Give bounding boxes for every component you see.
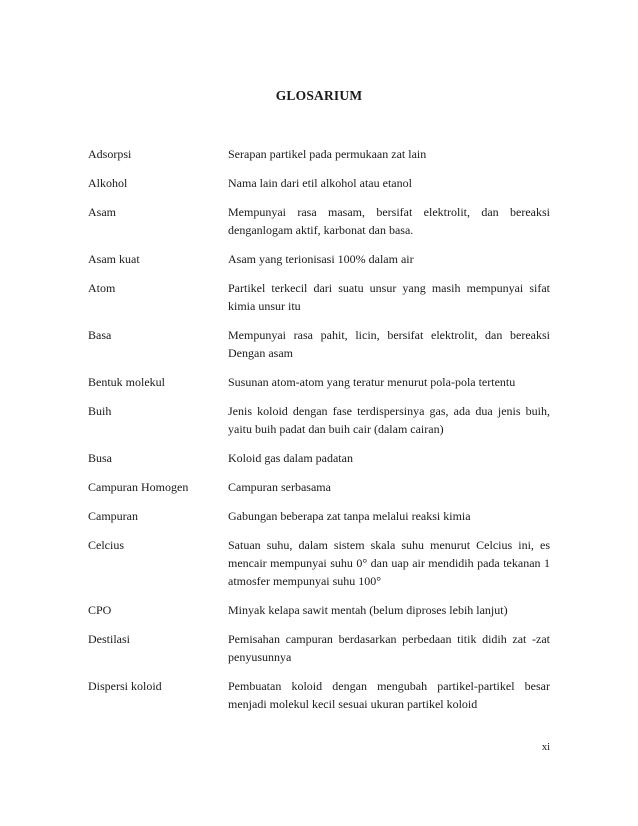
glossary-definition: Campuran serbasama: [228, 480, 331, 494]
glossary-entry: [88, 174, 550, 192]
glossary-definition: Minyak kelapa sawit mentah (belum diproses lebih lanjut): [228, 603, 508, 617]
glossary-entry: [88, 373, 550, 391]
glossary-entry: [88, 250, 550, 268]
glossary-term: Dispersi koloid: [88, 679, 162, 693]
glossary-entry: [88, 601, 550, 619]
glossary-list: [88, 145, 550, 724]
glossary-term: Celcius: [88, 538, 124, 552]
glossary-definition: Pemisahan campuran berdasarkan perbedaan titik didih zat -zat penyusunnya: [228, 632, 550, 664]
glossary-definition: Pembuatan koloid dengan mengubah partikel-partikel besar menjadi molekul kecil sesuai ukuran partikel koloid: [228, 679, 550, 711]
glossary-term: Asam: [88, 205, 116, 219]
glossary-term: Campuran: [88, 509, 138, 523]
glossary-definition: Mempunyai rasa pahit, licin, bersifat elektrolit, dan bereaksi Dengan asam: [228, 328, 550, 360]
glossary-definition: Asam yang terionisasi 100% dalam air: [228, 252, 414, 266]
glossary-definition: Gabungan beberapa zat tanpa melalui reaksi kimia: [228, 509, 471, 523]
glossary-term: Busa: [88, 451, 112, 465]
glossary-entry: [88, 449, 550, 467]
glossary-definition: Susunan atom-atom yang teratur menurut pola-pola tertentu: [228, 375, 516, 389]
glossary-term: Campuran Homogen: [88, 480, 189, 494]
glossary-term: Destilasi: [88, 632, 130, 646]
glossary-term: Atom: [88, 281, 116, 295]
glossary-term: Buih: [88, 404, 112, 418]
glossary-entry: [88, 203, 550, 239]
page-title: GLOSARIUM: [275, 88, 363, 103]
glossary-term: Basa: [88, 328, 112, 342]
glossary-term: Asam kuat: [88, 252, 140, 266]
glossary-entry: [88, 279, 550, 315]
glossary-entry: [88, 630, 550, 666]
glossary-term: Alkohol: [88, 176, 128, 190]
glossary-entry: [88, 677, 550, 713]
glossary-entry: [88, 536, 550, 590]
glossary-entry: [88, 326, 550, 362]
glossary-term: CPO: [88, 603, 112, 617]
glossary-entry: [88, 507, 550, 525]
glossary-definition: Jenis koloid dengan fase terdispersinya gas, ada dua jenis buih, yaitu buih padat dan buih cair (dalam cairan): [228, 404, 550, 436]
glossary-term: Bentuk molekul: [88, 375, 165, 389]
glossary-definition: Nama lain dari etil alkohol atau etanol: [228, 176, 412, 190]
glossary-definition: Serapan partikel pada permukaan zat lain: [228, 147, 427, 161]
glossary-entry: [88, 145, 550, 163]
glossary-entry: [88, 478, 550, 496]
page-number: xi: [541, 742, 550, 753]
glossary-definition: Koloid gas dalam padatan: [228, 451, 353, 465]
glossary-definition: Satuan suhu, dalam sistem skala suhu menurut Celcius ini, es mencair mempunyai suhu 0° dan uap air mendidih pada tekanan 1 atmosfer mempunyai suhu 100°: [228, 538, 550, 588]
glossary-entry: [88, 402, 550, 438]
glossary-term: Adsorpsi: [88, 147, 132, 161]
glossary-definition: Mempunyai rasa masam, bersifat elektrolit, dan bereaksi denganlogam aktif, karbonat dan basa.: [228, 205, 550, 237]
glossary-definition: Partikel terkecil dari suatu unsur yang masih mempunyai sifat kimia unsur itu: [228, 281, 550, 313]
